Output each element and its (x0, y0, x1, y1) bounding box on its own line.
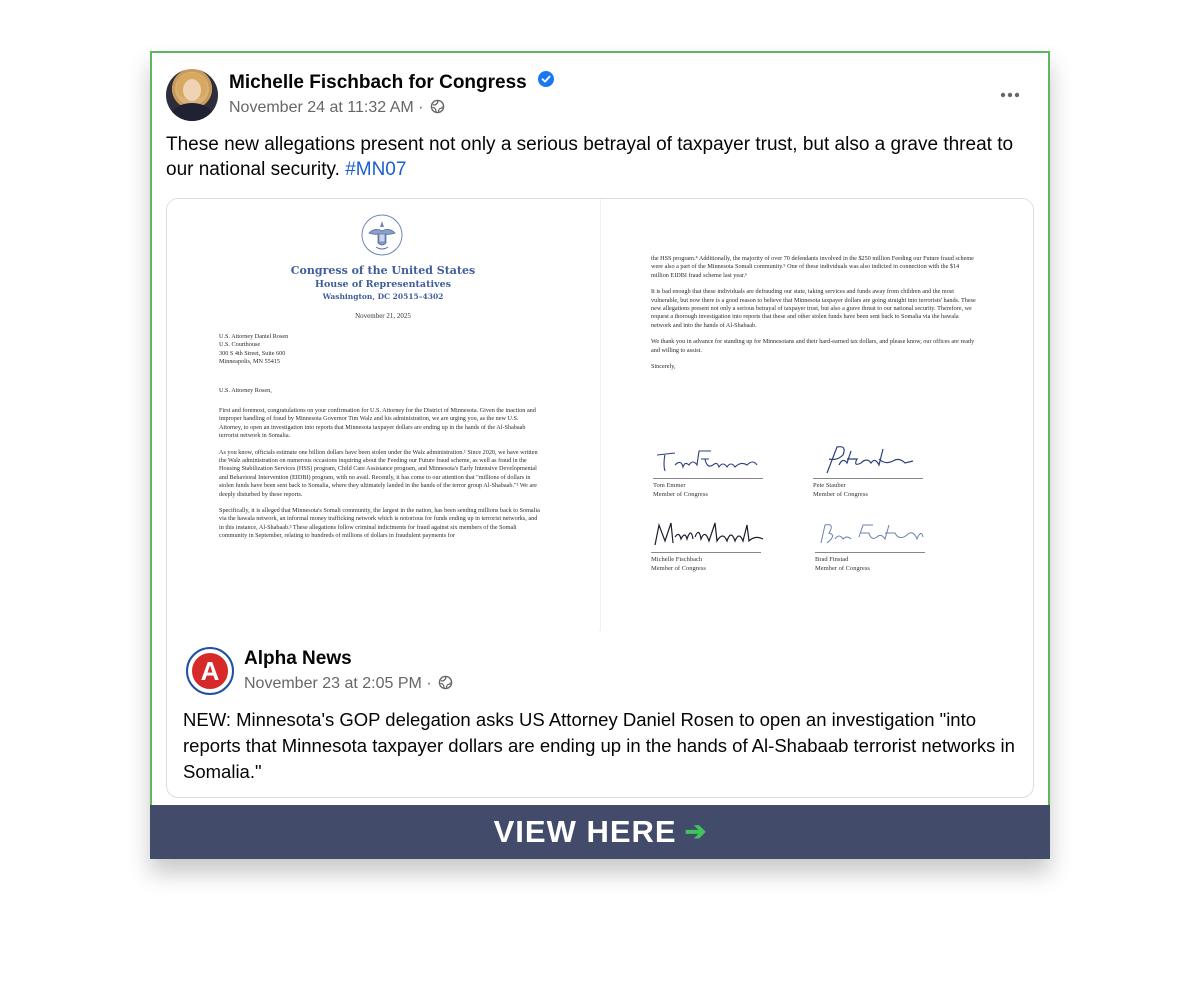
signature-finstad (815, 517, 935, 551)
shared-post-text: NEW: Minnesota's GOP delegation asks US Attorney Daniel Rosen to open an investigation "into reports that Minnesota taxpayer dollars are ending up in the hands of Al-Shabaab terrorist networks in Somalia." (183, 709, 1015, 782)
letter-paragraph: the HSS program.⁴ Additionally, the majority of over 70 defendants involved in the $250 million Feeding our Future fraud scheme were also a part of the Minnesota Somali community.⁵ One of these individuals was also indicted in connection with the $14 million EIDBI fraud scheme last year.⁶ (651, 255, 974, 279)
author-avatar[interactable] (166, 69, 218, 121)
letter-recipient-address (219, 333, 559, 367)
post-author[interactable] (229, 71, 554, 94)
signer-title: Member of Congress (813, 490, 868, 498)
letter-paragraph: As you know, officials estimate one billion dollars have been stolen under the Walz administration.¹ Since 2020, we have written the Walz administration on numerous occasions inquiring about the Feeding our Future fraud scheme, as well as fraud in the Housing Stabilization Services (HSS) program, Child Care Assistance program, and Minnesota's Early Intensive Developmental and Behavioral Intervention (EIDBI) program, with no avail. Recently, it has come to our attention that "millions of dollars in stolen funds have been sent back to Somalia, where they ultimately landed in the hands of the terror group Al-Shabaab."² We are deeply disturbed by these reports. (219, 448, 538, 498)
letter-image[interactable] (167, 199, 1033, 631)
shared-post-timestamp[interactable]: November 23 at 2:05 PM (244, 675, 422, 692)
signer-name: Pete Stauber (813, 482, 846, 489)
signer-title: Member of Congress (815, 564, 870, 572)
address-line: 300 S 4th Street, Suite 600 (219, 349, 286, 357)
alpha-news-logo-icon[interactable] (186, 647, 234, 695)
meta-separator: · (413, 99, 428, 116)
signer-title: Member of Congress (653, 490, 708, 498)
post-meta (229, 99, 445, 117)
letter-paragraph: We thank you in advance for standing up for Minnesotans and their hard-earned tax dollars, and please know, our offices are ready and willing to assist. (651, 338, 975, 354)
hashtag-link[interactable]: #MN07 (345, 159, 407, 180)
signer-name: Brad Finstad (815, 556, 849, 563)
letterhead-title: Congress of the United States (290, 264, 476, 277)
letter-salutation: U.S. Attorney Rosen, (219, 387, 272, 394)
address-line: U.S. Attorney Daniel Rosen (219, 333, 289, 340)
post-timestamp[interactable]: November 24 at 11:32 AM (229, 99, 414, 116)
shared-post-attachment[interactable] (166, 198, 1034, 798)
globe-icon[interactable] (430, 99, 445, 114)
post-body-text (166, 132, 1036, 182)
shared-post-author[interactable]: Alpha News (244, 648, 352, 669)
house-seal-icon (360, 213, 404, 257)
letter-page-1 (167, 199, 599, 631)
signature-fischbach (651, 517, 771, 551)
view-here-button[interactable] (150, 805, 1050, 859)
letter-date: November 21, 2025 (355, 312, 411, 320)
signature-block (651, 517, 781, 573)
shared-post-meta (244, 675, 453, 693)
letter-paragraph: Specifically, it is alleged that Minnesota's Somali community, the largest in the nation, has been sending millions back to Somalia via the hawala network, an informal money trafficking network which is notorious for funds ending up in terrorist networks, and in this instance, Al-Shabaab.³ These allegations follow criminal indictments for fraud against six members of the Somali community in September, relating to hundreds of millions of dollars in fraudulent payments for (219, 507, 540, 540)
signature-block (653, 443, 783, 499)
signer-name: Tom Emmer (653, 482, 686, 489)
letter-paragraph: First and foremost, congratulations on your confirmation for U.S. Attorney for the District of Minnesota. Given the inaction and improper handling of fraud by Minnesota Governor Tim Walz and his administration, we are urging you, as the new U.S. Attorney, to open an investigation into reports that Minnesota taxpayer dollars are ending up in the hands of the Al-Shabaab terrorist network in Somalia. (219, 407, 536, 440)
signature-block (815, 517, 945, 573)
signature-emmer (653, 443, 773, 477)
verified-badge-icon (538, 71, 554, 87)
svg-text:A: A (200, 656, 220, 686)
letter-body-left (219, 407, 541, 549)
letter-page-2 (600, 199, 1033, 631)
post-author-name[interactable]: Michelle Fischbach for Congress (229, 72, 527, 93)
address-line: Minneapolis, MN 55415 (219, 358, 281, 366)
view-here-label[interactable]: VIEW HERE (493, 814, 677, 849)
letter-closing: Sincerely, (651, 363, 676, 371)
arrow-right-icon: ➔ (684, 816, 707, 846)
signature-stauber (813, 443, 933, 477)
meta-separator: · (421, 675, 437, 692)
facebook-post-card (150, 51, 1050, 859)
letter-body-right (651, 255, 976, 379)
post-header (166, 69, 1036, 125)
letterhead-address: Washington, DC 20515–4302 (322, 292, 444, 301)
more-options-icon[interactable] (998, 83, 1022, 107)
post-text-content: These new allegations present not only a serious betrayal of taxpayer trust, but also a grave threat to our national security. (166, 134, 1014, 180)
signature-block (813, 443, 943, 499)
signer-name: Michelle Fischbach (651, 556, 703, 563)
letterhead-subtitle: House of Representatives (314, 279, 452, 290)
signer-title: Member of Congress (651, 564, 706, 572)
shared-post-header (186, 647, 1016, 697)
globe-icon[interactable] (438, 675, 453, 690)
letter-paragraph: It is bad enough that these individuals are defrauding our state, taking services and funds away from children and the most vulnerable, but now there is a good reason to believe that Minnesota taxpayer dollars are going straight into terrorists' hands. These new allegations present not only a serious betrayal of taxpayer trust, but also a grave threat to our national security. Therefore, we request a thorough investigation into reports that these and other stolen funds have been sent back to Somalia via the hawala network and into the hands of Al-Shabaab. (651, 288, 976, 329)
address-line: U.S. Courthouse (219, 341, 261, 349)
